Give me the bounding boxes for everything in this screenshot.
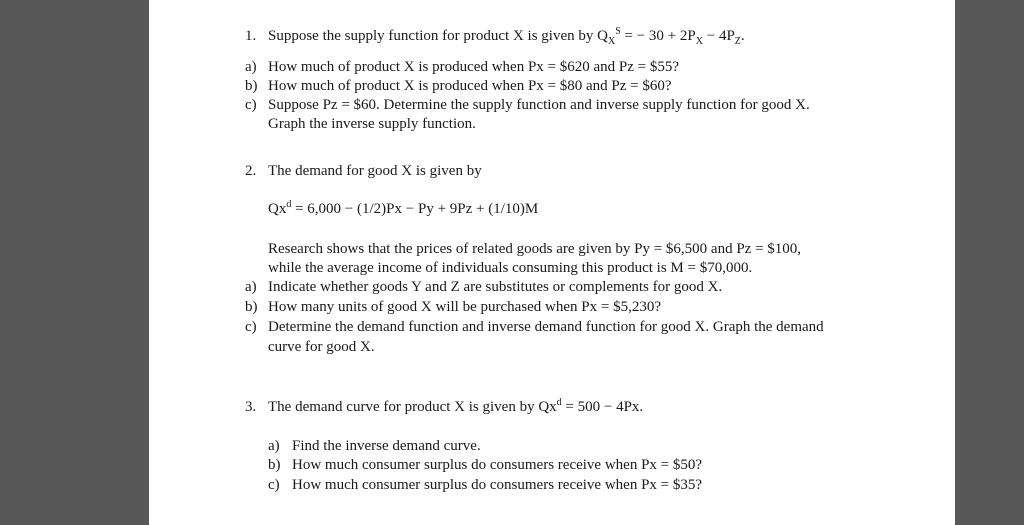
q1-part-b: How much of product X is produced when Px = $80 and Pz = $60? (268, 78, 672, 94)
q1-part-label: a) (245, 59, 257, 75)
q1-number: 1. (245, 28, 257, 44)
q2-part-label: a) (245, 279, 257, 295)
q1-part-c-continued: Graph the inverse supply function. (268, 116, 476, 132)
q1-part-label: b) (245, 78, 258, 94)
q3-part-label: a) (268, 438, 280, 454)
q2-part-c: Determine the demand function and inverse demand function for good X. Graph the demand (268, 319, 824, 335)
q3-number: 3. (245, 399, 257, 415)
q3-part-c: How much consumer surplus do consumers receive when Px = $35? (292, 477, 703, 493)
q1-part-a: How much of product X is produced when Px = $620 and Pz = $55? (268, 59, 680, 75)
q1-part-label: c) (245, 97, 257, 113)
q3-part-b: How much consumer surplus do consumers receive when Px = $50? (292, 457, 703, 473)
q2-number: 2. (245, 163, 257, 179)
q3-prompt: The demand curve for product X is given by $Qx^d = 500 - 4Px$. (268, 397, 644, 415)
q3-part-label: c) (268, 477, 280, 493)
q2-equation: $Qx^d = 6,000 - (1/2)Px - Py + 9Pz + (1/10)M$ (268, 199, 539, 217)
q2-prompt: The demand for good X is given by (268, 163, 482, 179)
q2-part-c-continued: curve for good X. (268, 339, 375, 355)
q2-part-label: b) (245, 299, 258, 315)
document-page (149, 0, 955, 525)
q2-part-b: How many units of good X will be purchased when Px = $5,230? (268, 299, 661, 315)
q3-part-label: b) (268, 457, 281, 473)
q1-prompt: Suppose the supply function for product X is given by $Q_X^S$ = − $30 + 2P_X - 4P_Z$. (268, 26, 745, 47)
q2-part-label: c) (245, 319, 257, 335)
q2-research-line-1: Research shows that the prices of related goods are given by Py = $6,500 and Pz = $100, (268, 241, 802, 257)
q3-part-a: Find the inverse demand curve. (292, 438, 481, 454)
q2-research-line-2: while the average income of individuals consuming this product is M = $70,000. (268, 260, 753, 276)
q2-part-a: Indicate whether goods Y and Z are substitutes or complements for good X. (268, 279, 723, 295)
q1-part-c: Suppose Pz = $60. Determine the supply function and inverse supply function for good X. (268, 97, 810, 113)
problem-set (149, 0, 955, 525)
